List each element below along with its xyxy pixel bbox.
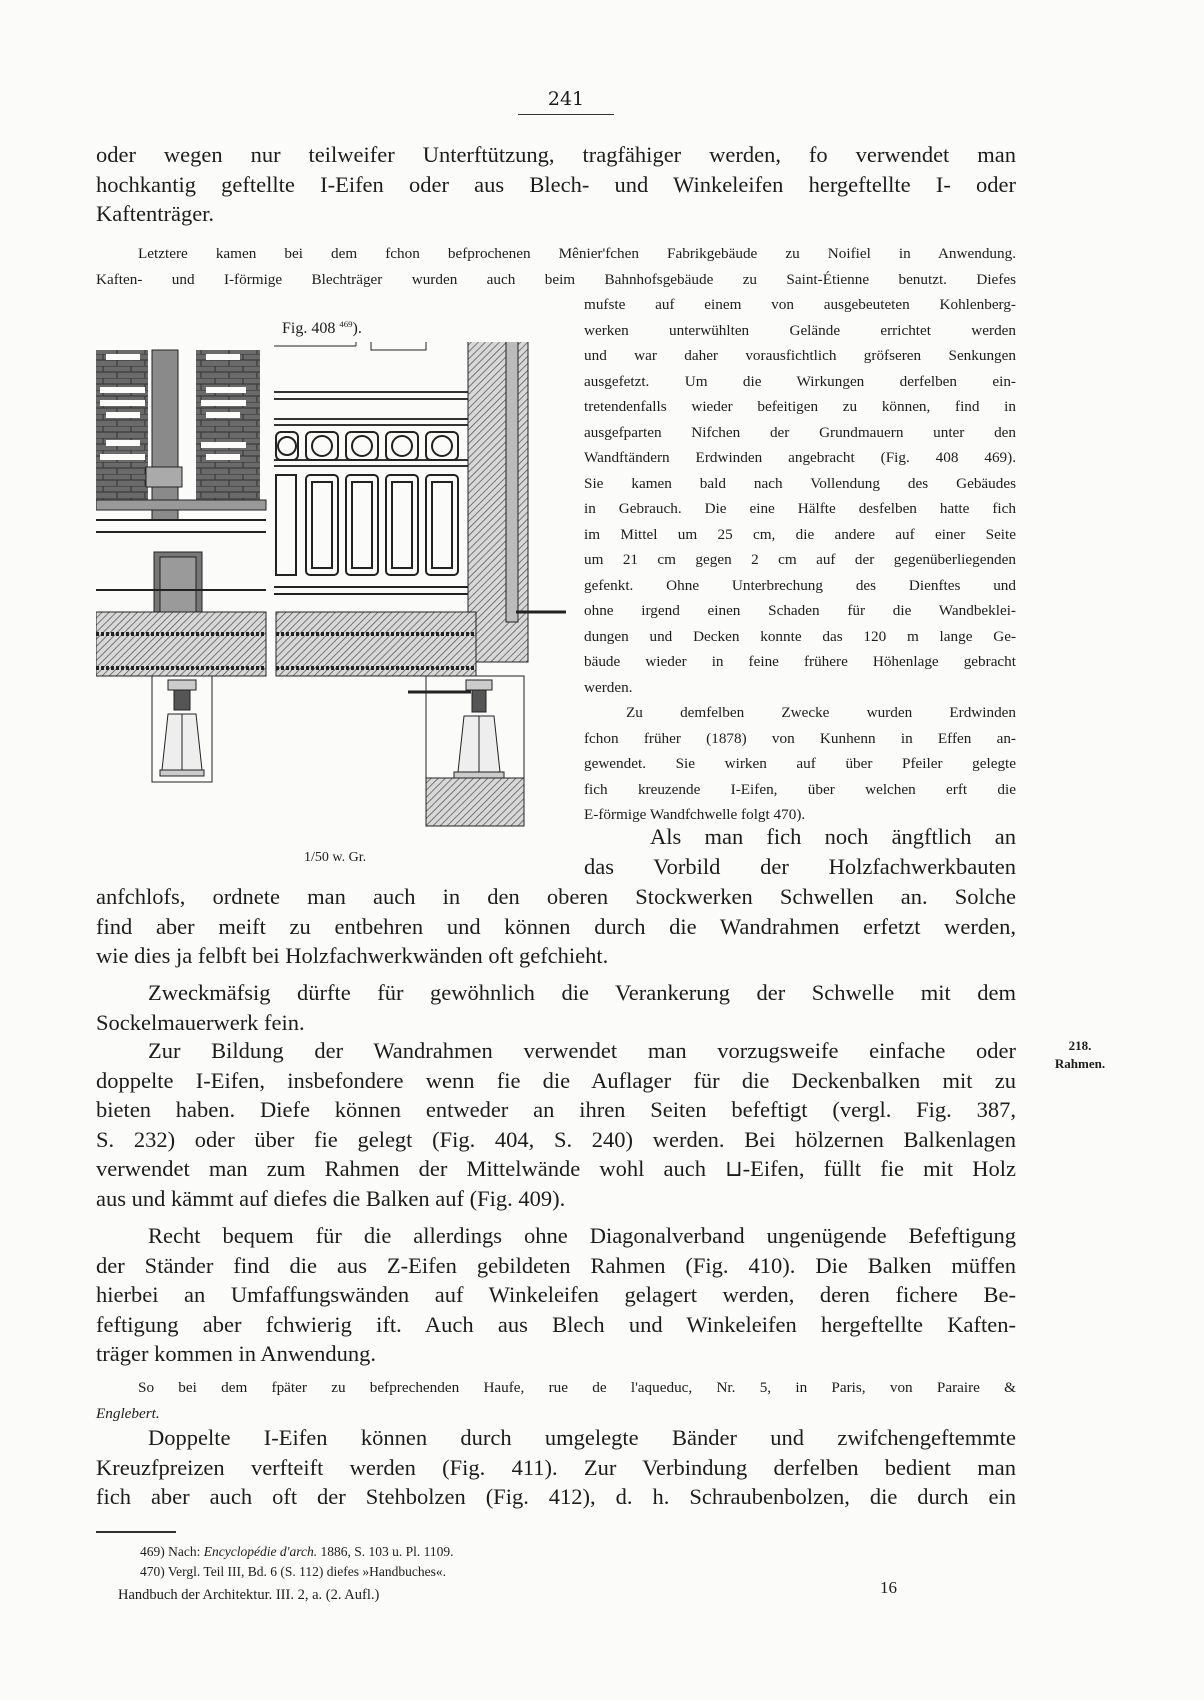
figure-408-drawing (96, 342, 566, 852)
text-line: der Ständer find die aus Z-Eifen gebildeten Rahmen (Fig. 410). Die Balken müffen (96, 1252, 1016, 1278)
footer-signature-number: 16 (880, 1578, 897, 1597)
marginal-title: Rahmen. (1054, 1056, 1106, 1071)
wall-section-illustration (96, 342, 566, 852)
paragraph-4 (96, 1036, 1016, 1213)
figure-caption (282, 320, 362, 338)
text-line: gefenkt. Ohne Unterbrechung des Dienftes und (584, 576, 1016, 594)
page-number: 241 (547, 88, 585, 110)
text-line: Recht bequem für die allerdings ohne Diagonalverband ungenügende Befeftigung (148, 1223, 1016, 1248)
text-line: werken unterwühlten Gelände errichtet werden (584, 321, 1016, 339)
footnote-rule (96, 1531, 176, 1533)
footnote-text: 1886, S. 103 u. Pl. 1109. (317, 1544, 454, 1559)
marginal-note (1040, 1037, 1120, 1073)
text-line: doppelte I-Eifen, insbefondere wenn fie die Auflager für die Deckenbalken mit zu (96, 1067, 1016, 1093)
text-line: Letztere kamen bei dem fchon befprochenen Mênier'fchen Fabrikgebäude zu Noifiel in Anwendung. (138, 245, 1016, 262)
footnote-469 (140, 1542, 453, 1562)
text-line: verwendet man zum Rahmen der Mittelwände wohl auch ⊔-Eifen, füllt fie mit Holz (96, 1156, 1016, 1181)
text-line: bäude wieder in feine frühere Höhenlage gebracht (584, 653, 1016, 670)
paragraph-6 (96, 1423, 1016, 1512)
footer-book-title: Handbuch der Architektur. III. 2, a. (2. Aufl.) (118, 1587, 380, 1603)
text-line: ausgefetzt. Um die Wirkungen derfelben ein- (584, 372, 1016, 390)
text-line: E-förmige Wandfchwelle folgt 470). (584, 806, 806, 823)
text-line: Zu demfelben Zwecke wurden Erdwinden (626, 704, 1016, 721)
text-line: oder wegen nur teilweifer Unterftützung, tragfähiger werden, fo verwendet man (96, 142, 1016, 167)
text-line: das Vorbild der Holzfachwerkbauten (584, 853, 1016, 879)
text-line: tretendenfalls wieder befeitigen zu können, find in (584, 398, 1016, 415)
text-line: aus und kämmt auf diefes die Balken auf (Fig. 409). (96, 1185, 566, 1211)
footnote-italic-title: Encyclopédie d'arch. (203, 1544, 318, 1559)
text-line: werden. (584, 678, 633, 696)
text-line: feftigung aber fchwierig ift. Auch aus Blech und Winkeleifen hergeftellte Kaften- (96, 1311, 1016, 1337)
text-line: fich aber auch oft der Stehbolzen (Fig. 412), d. h. Schraubenbolzen, die durch ein (96, 1484, 1016, 1509)
footnote-number: 470) (140, 1564, 165, 1579)
footnote-470 (140, 1562, 453, 1582)
footnotes (140, 1542, 453, 1582)
figure-caption-suffix: ). (352, 320, 362, 337)
text-line: Sie kamen bald nach Vollendung des Gebäudes (584, 474, 1016, 492)
text-line: S. 232) oder über fie gelegt (Fig. 404, S. 240) werden. Bei hölzernen Balkenlagen (96, 1126, 1016, 1152)
figure-caption-label: Fig. 408 (282, 320, 336, 337)
text-line: dungen und Decken konnte das 120 m lange Ge- (584, 627, 1016, 645)
text-line: in Gebrauch. Die eine Hälfte desfelben hatte fich (584, 500, 1016, 517)
text-line: Zweckmäfsig dürfte für gewöhnlich die Verankerung der Schwelle mit dem (148, 980, 1016, 1005)
text-line: Wandftändern Erdwinden angebracht (Fig. 408 469). (584, 449, 1016, 466)
text-line: Zur Bildung der Wandrahmen verwendet man vorzugsweife einfache oder (148, 1038, 1016, 1063)
text-line: wie dies ja felbft bei Holzfachwerkwänden oft gefchieht. (96, 943, 609, 968)
text-line: ausgefparten Nifchen der Grundmauern unter den (584, 423, 1016, 441)
text-line: Als man fich noch ängftlich an (650, 824, 1016, 849)
page-number-rule (518, 114, 614, 115)
small-paragraph-1-column (584, 292, 1016, 828)
small-paragraph-3 (96, 1375, 1016, 1426)
text-line: Doppelte I-Eifen können durch umgelegte Bänder und zwifchengeftemmte (148, 1425, 1016, 1450)
text-line: Kaften- und I-förmige Blechträger wurden auch beim Bahnhofsgebäude zu Saint-Étienne benutzt. Diefes (96, 270, 1016, 288)
text-line: fich kreuzende I-Eifen, über welchen erft die (584, 780, 1016, 798)
text-line: ohne irgend einen Schaden für die Wandbeklei- (584, 602, 1016, 619)
text-line: um 21 cm gegen 2 cm auf der gegenüberliegenden (584, 551, 1016, 568)
footnote-number: 469) (140, 1544, 165, 1559)
text-line: Kaftenträger. (96, 201, 215, 226)
text-line: träger kommen in Anwendung. (96, 1341, 376, 1366)
text-line: fchon früher (1878) von Kunhenn in Effen an- (584, 729, 1016, 747)
paragraph-2 (96, 882, 1016, 971)
marginal-number: 218. (1068, 1038, 1092, 1053)
footnote-text: Nach: (164, 1544, 204, 1559)
footnote-text: Vergl. Teil III, Bd. 6 (S. 112) diefes »Handbuches«. (164, 1564, 447, 1579)
text-line: gewendet. Sie wirken auf über Pfeiler gelegte (584, 755, 1016, 772)
text-line: und war daher vorausfichtlich gröfseren Senkungen (584, 347, 1016, 364)
figure-scale-label: 1/50 w. Gr. (304, 850, 367, 865)
text-line: im Mittel um 25 cm, die andere auf einer Seite (584, 525, 1016, 543)
text-line: anfchlofs, ordnete man auch in den oberen Stockwerken Schwellen an. Solche (96, 884, 1016, 909)
text-line: Kreuzfpreizen verfteift werden (Fig. 411). Zur Verbindung derfelben bedient man (96, 1454, 1016, 1480)
figure-caption-footnote-ref: 469 (339, 318, 353, 329)
text-line: hierbei an Umfaffungswänden auf Winkeleifen gelagert werden, deren fichere Be- (96, 1282, 1016, 1307)
text-line: bieten haben. Diefe können entweder an ihren Seiten befeftigt (vergl. Fig. 387, (96, 1097, 1016, 1122)
text-line: hochkantig geftellte I-Eifen oder aus Blech- und Winkeleifen hergeftellte I- oder (96, 171, 1016, 197)
paragraph-5 (96, 1221, 1016, 1369)
paragraph-2-column (584, 822, 1016, 881)
text-line: mufste auf einem von ausgebeuteten Kohlenberg- (584, 296, 1016, 313)
text-line: find aber meift zu entbehren und können durch die Wandrahmen erfetzt werden, (96, 913, 1016, 939)
text-line: So bei dem fpäter zu befprechenden Haufe, rue de l'aqueduc, Nr. 5, in Paris, von Paraire & (138, 1379, 1016, 1396)
text-line: Sockelmauerwerk fein. (96, 1009, 305, 1035)
text-line: Englebert. (96, 1404, 160, 1422)
small-paragraph-1 (96, 241, 1016, 292)
paragraph-3 (96, 978, 1016, 1037)
paragraph-1 (96, 140, 1016, 229)
